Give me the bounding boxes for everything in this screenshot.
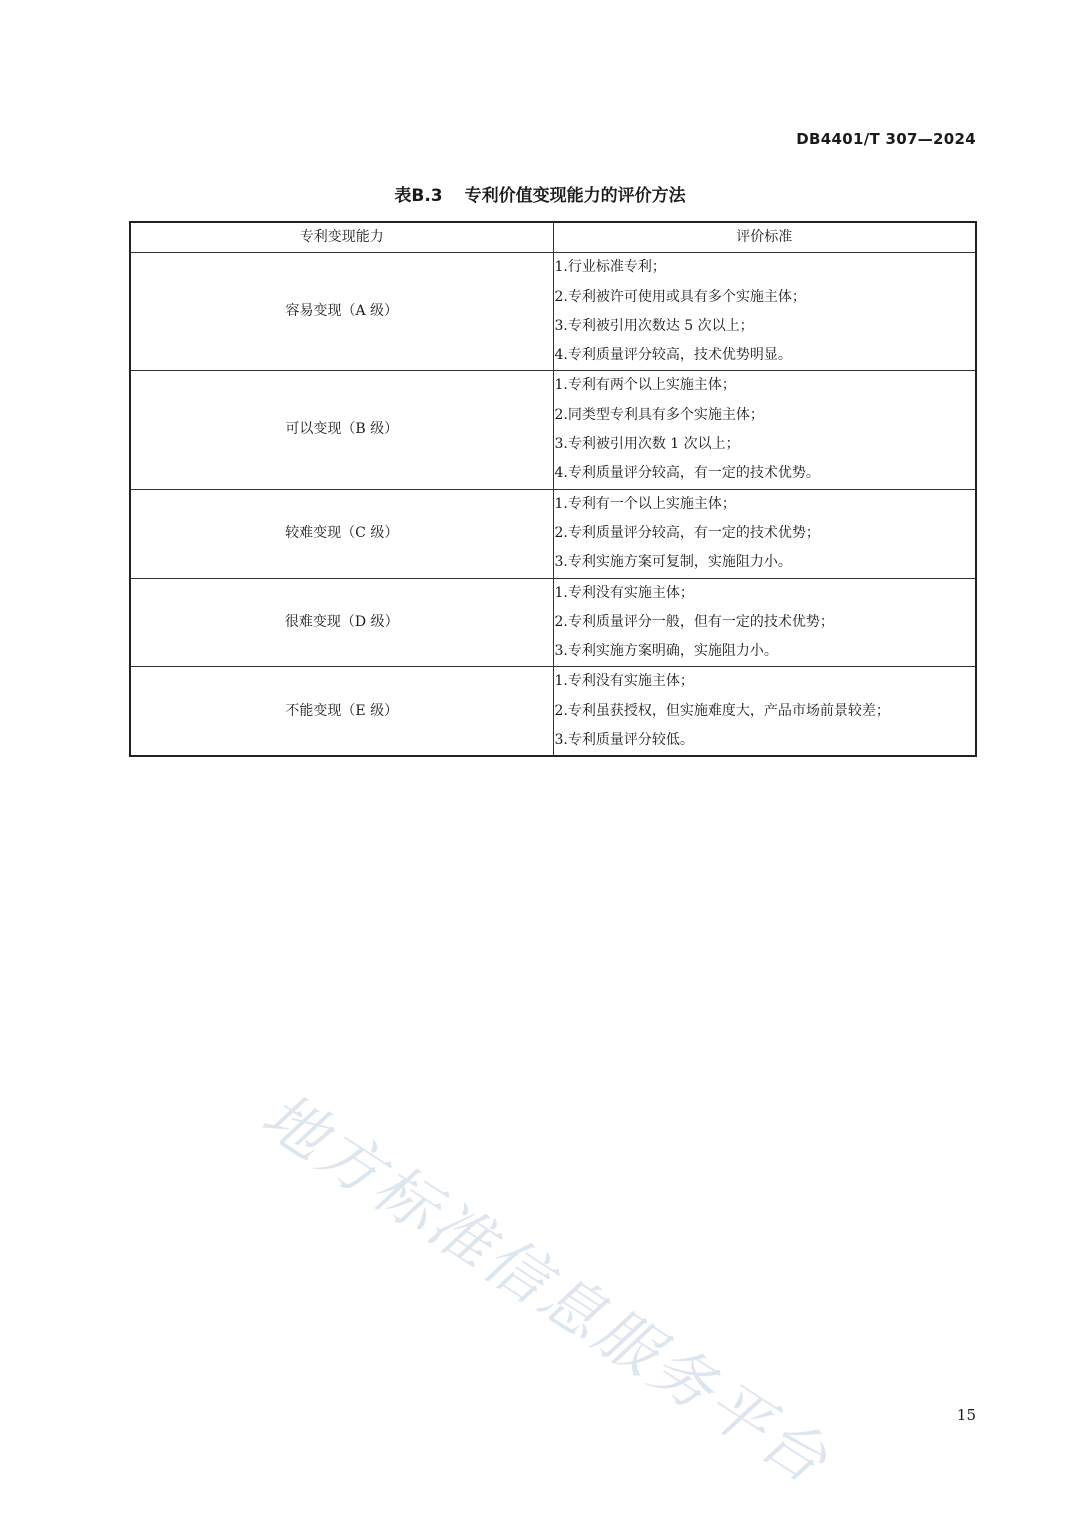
criteria-cell <box>553 253 976 371</box>
criteria-item: 1.专利有一个以上实施主体； <box>554 495 736 512</box>
table-header-row <box>130 222 976 253</box>
table-caption <box>0 181 1080 206</box>
criteria-item: 2.同类型专利具有多个实施主体； <box>554 406 764 423</box>
criteria-cell <box>553 578 976 667</box>
column-header-criteria: 评价标准 <box>553 222 976 253</box>
criteria-item: 2.专利被许可使用或具有多个实施主体； <box>554 288 806 305</box>
table-row <box>130 667 976 756</box>
criteria-item: 1.专利有两个以上实施主体； <box>554 377 736 394</box>
criteria-item: 2.专利质量评分较高，有一定的技术优势； <box>554 524 820 541</box>
criteria-item: 1.专利没有实施主体； <box>554 673 694 690</box>
criteria-item: 2.专利质量评分一般，但有一定的技术优势； <box>554 613 834 630</box>
criteria-item: 3.专利质量评分较低。 <box>554 732 694 749</box>
level-cell: 容易变现（A 级） <box>130 253 553 371</box>
table-row <box>130 489 976 578</box>
table-row <box>130 253 976 371</box>
level-cell: 很难变现（D 级） <box>130 578 553 667</box>
table-row <box>130 578 976 667</box>
document-code: DB4401/T 307—2024 <box>796 130 976 148</box>
criteria-item: 2.专利虽获授权，但实施难度大，产品市场前景较差； <box>554 702 890 719</box>
criteria-item: 1.行业标准专利； <box>554 259 666 276</box>
criteria-item: 3.专利实施方案明确，实施阻力小。 <box>554 643 778 660</box>
criteria-cell <box>553 371 976 489</box>
level-cell: 不能变现（E 级） <box>130 667 553 756</box>
page-number: 15 <box>956 1406 976 1424</box>
criteria-item: 4.专利质量评分较高，技术优势明显。 <box>554 347 792 364</box>
table-row <box>130 371 976 489</box>
level-cell: 可以变现（B 级） <box>130 371 553 489</box>
column-header-level: 专利变现能力 <box>130 222 553 253</box>
criteria-cell <box>553 489 976 578</box>
criteria-item: 3.专利实施方案可复制，实施阻力小。 <box>554 554 792 571</box>
criteria-item: 4.专利质量评分较高，有一定的技术优势。 <box>554 465 820 482</box>
table-caption-title: 专利价值变现能力的评价方法 <box>464 186 686 206</box>
criteria-item: 1.专利没有实施主体； <box>554 584 694 601</box>
table-caption-number: 表B.3 <box>394 186 443 206</box>
criteria-item: 3.专利被引用次数达 5 次以上； <box>554 317 754 334</box>
criteria-item: 3.专利被引用次数 1 次以上； <box>554 436 740 453</box>
criteria-cell <box>553 667 976 756</box>
watermark: 地方标准信息服务平台 <box>249 1078 843 1499</box>
evaluation-table <box>129 221 977 757</box>
level-cell: 较难变现（C 级） <box>130 489 553 578</box>
